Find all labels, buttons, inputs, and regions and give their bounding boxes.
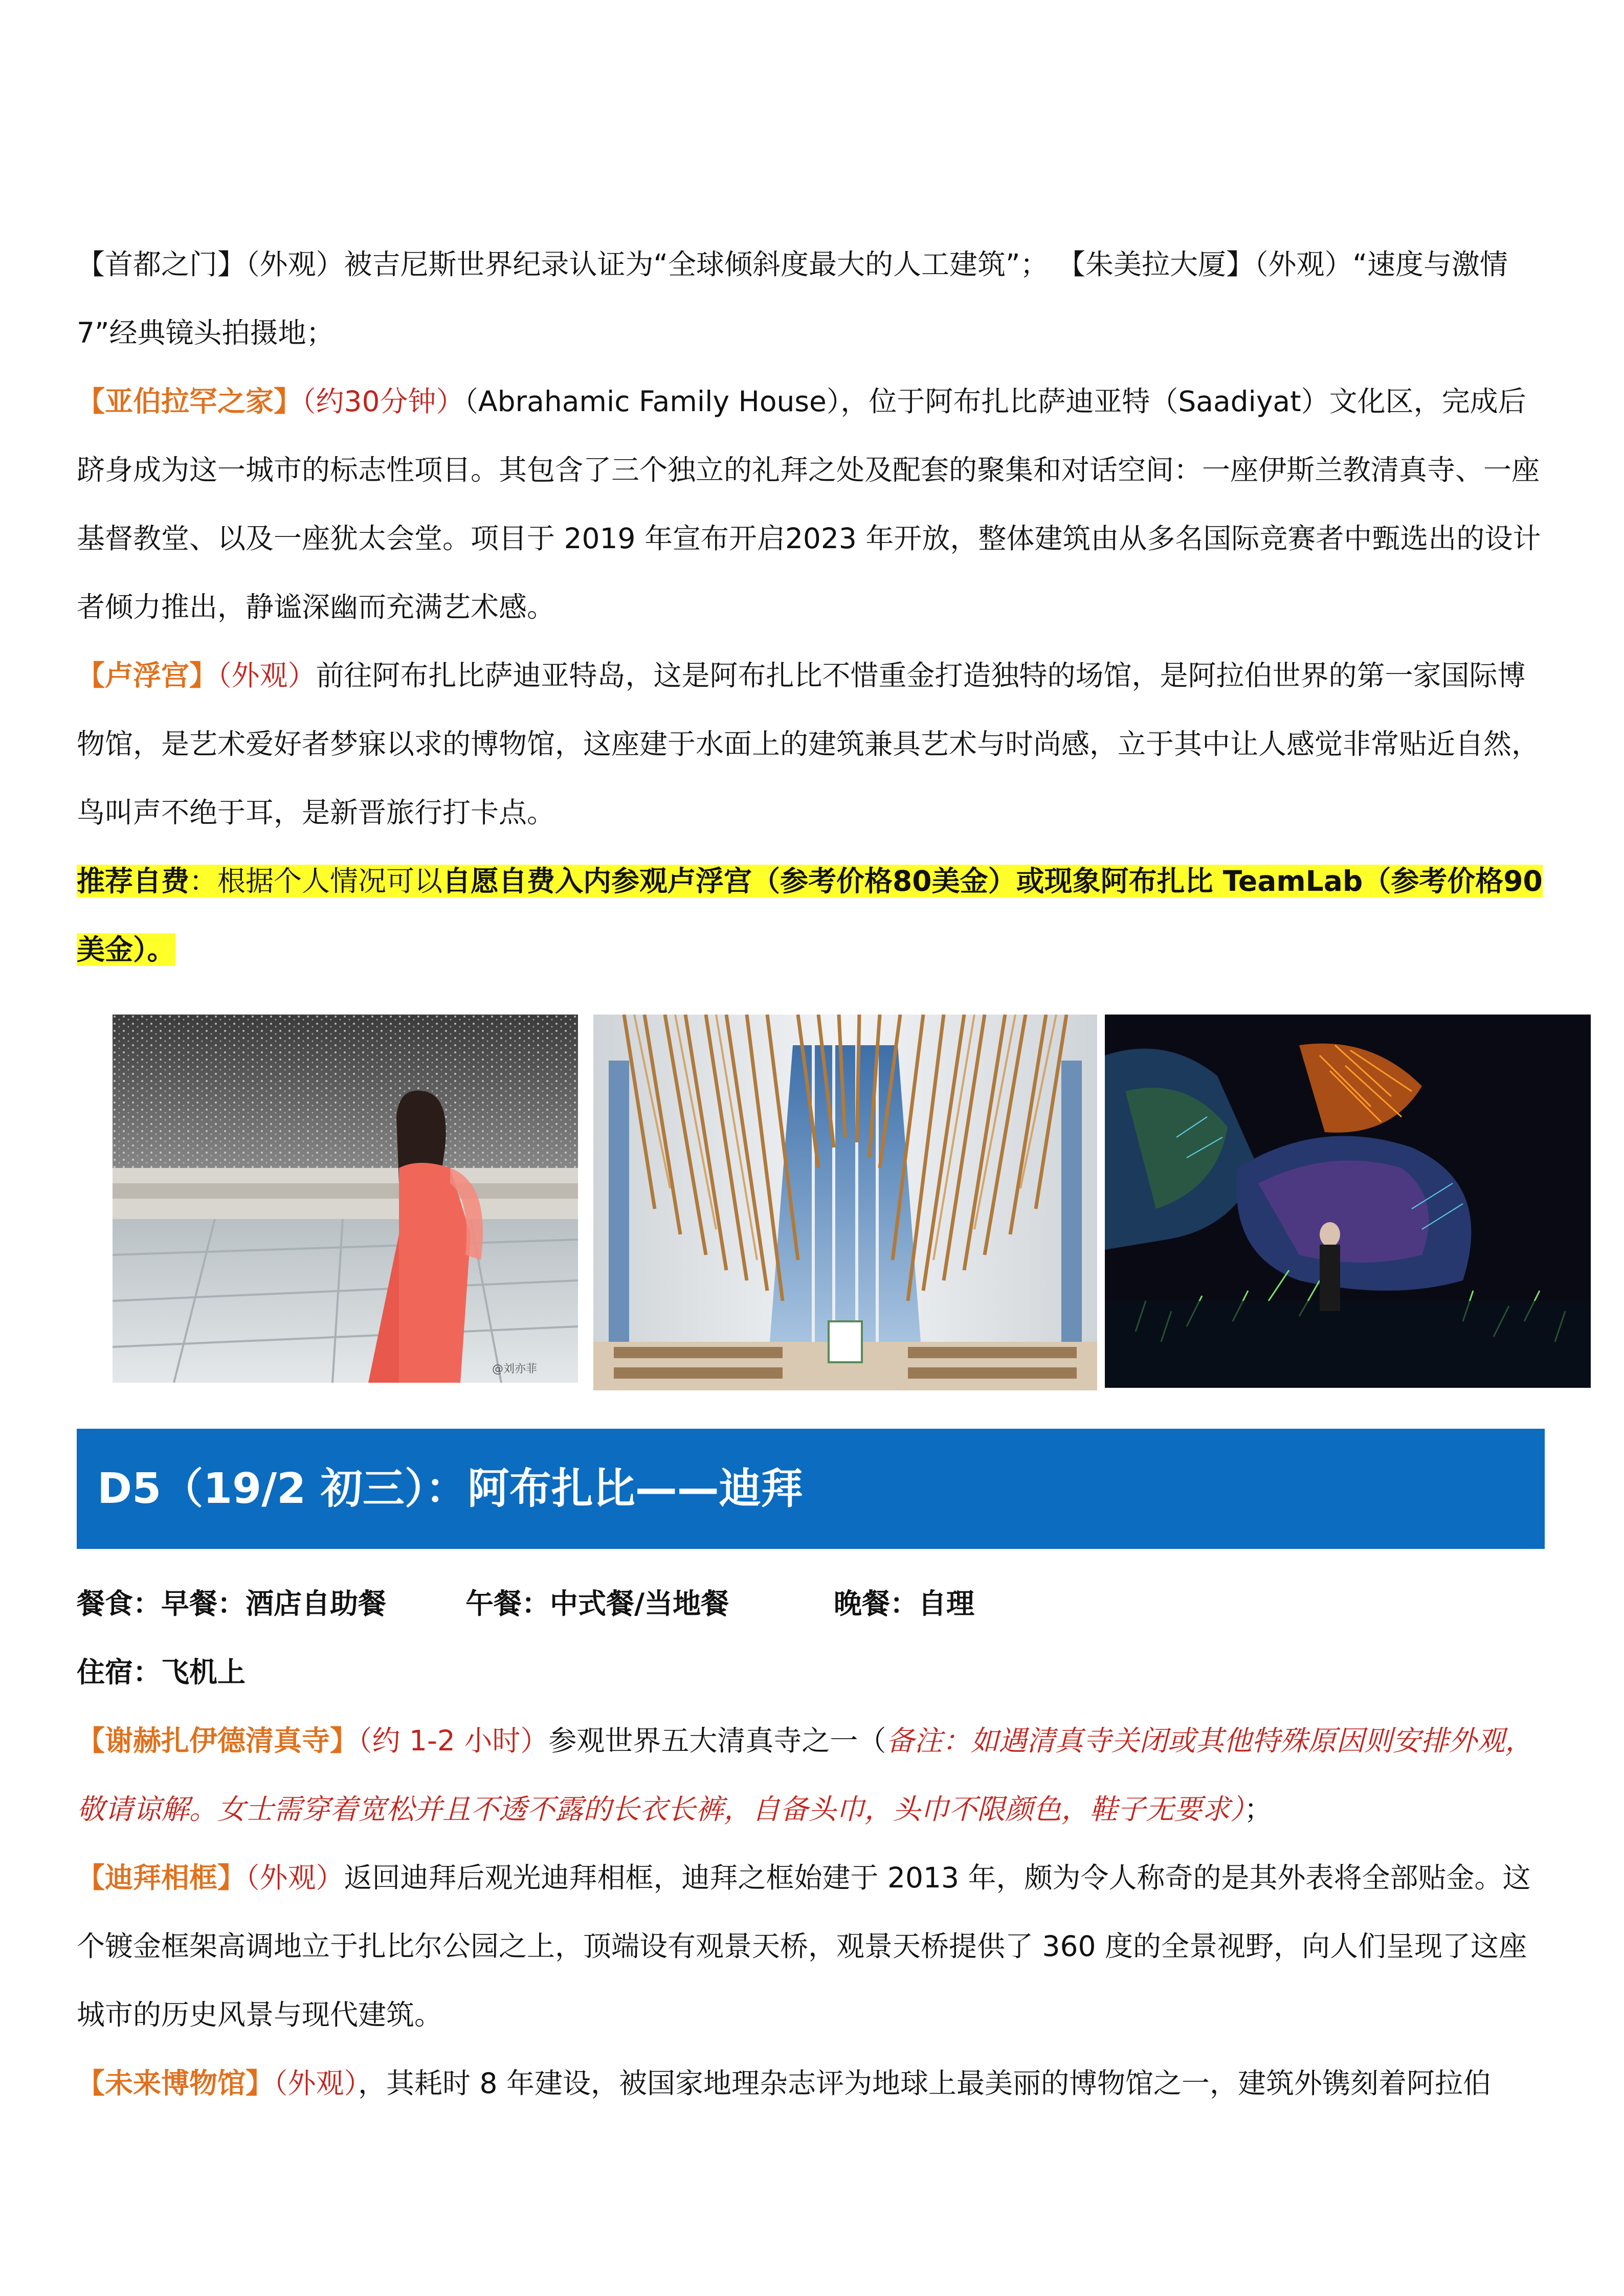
- optional-expense-mid: ：根据个人情况可以: [189, 865, 443, 897]
- day-title: D5（19/2 初三）：阿布扎比——迪拜: [97, 1464, 803, 1513]
- paragraph-louvre: [77, 641, 1545, 847]
- watermark-text: @刘亦菲: [492, 1363, 537, 1376]
- paragraph-abrahamic-house: [77, 367, 1545, 641]
- dubai-frame-name: 【迪拜相框】: [77, 1861, 246, 1894]
- capital-gate-desc: （外观）被吉尼斯世界纪录认证为“全球倾斜度最大的人工建筑”；: [246, 248, 1049, 281]
- optional-expense-detail: 自愿自费入内参观卢浮宫（参考价格80美金）或现象阿布扎比 TeamLab（参考价格90美金）。: [77, 865, 1543, 966]
- document-body: [77, 230, 1545, 2118]
- capital-gate-name: 【首都之门】: [77, 248, 246, 281]
- museum-future-tag: （外观）: [274, 2067, 359, 2100]
- museum-future-desc: ，其耗时 8 年建设，被国家地理杂志评为地球上最美丽的博物馆之一，建筑外镌刻着阿拉伯: [358, 2067, 1491, 2100]
- paragraph-optional-expense: [77, 847, 1545, 984]
- mosque-desc: 参观世界五大清真寺之一（: [548, 1724, 886, 1757]
- paragraph-dubai-frame: [77, 1843, 1545, 2049]
- dubai-frame-desc: 返回迪拜后观光迪拜相框，迪拜之框始建于 2013 年，颇为令人称奇的是其外表将全部贴金。这个镀金框架高调地立于扎比尔公园之上，顶端设有观景天桥，观景天桥提供了 360 度的全景视野，向人们呈现了这座城市的历史风景与现代建筑。: [77, 1861, 1531, 2031]
- jumeirah-tower-name: 【朱美拉大厦】: [1057, 248, 1255, 281]
- lodging-line: 住宿：飞机上: [77, 1656, 246, 1689]
- abrahamic-house-duration: （约30分钟）: [302, 385, 464, 418]
- mosque-end: ；: [1244, 1793, 1273, 1826]
- teamlab-photo: [1105, 1015, 1591, 1388]
- louvre-desc: 前往阿布扎比萨迪亚特岛，这是阿布扎比不惜重金打造独特的场馆，是阿拉伯世界的第一家国际博物馆，是艺术爱好者梦寐以求的博物馆，这座建于水面上的建筑兼具艺术与时尚感，立于其中让人感觉非常贴近自然，鸟叫声不绝于耳，是新晋旅行打卡点。: [77, 659, 1540, 829]
- louvre-photo: [113, 1015, 578, 1383]
- photo-strip: [77, 1015, 1545, 1393]
- abrahamic-house-desc: （Abrahamic Family House），位于阿布扎比萨迪亚特（Saadiyat）文化区，完成后跻身成为这一城市的标志性项目。其包含了三个独立的礼拜之处及配套的聚集和对话空间：一座伊斯兰教清真寺、一座基督教堂、以及一座犹太会堂。项目于 2019 年宣布开启2023 年开放，整体建筑由从多名国际竞赛者中甄选出的设计者倾力推出，静谧深幽而充满艺术感。: [77, 385, 1541, 623]
- day-banner: [77, 1429, 1545, 1549]
- paragraph-museum-of-future: [77, 2049, 1545, 2118]
- mosque-name: 【谢赫扎伊德清真寺】: [77, 1724, 359, 1757]
- church-interior-photo: [593, 1015, 1097, 1390]
- mosque-duration: （约 1-2 小时）: [358, 1724, 549, 1757]
- paragraph-sheikh-zayed-mosque: [77, 1706, 1545, 1843]
- mosque-note: 备注：如遇清真寺关闭或其他特殊原因则安排外观，敬请谅解。女士需穿着宽松并且不透不露的长衣长裤，自备头巾，头巾不限颜色，鞋子无要求）: [77, 1724, 1533, 1826]
- meal-lunch: 午餐：中式餐/当地餐: [465, 1587, 729, 1620]
- abrahamic-house-name: 【亚伯拉罕之家】: [77, 385, 302, 418]
- paragraph-capital-gate: [77, 230, 1545, 367]
- museum-future-name: 【未来博物馆】: [77, 2067, 274, 2100]
- louvre-name: 【卢浮宫】: [77, 659, 218, 692]
- optional-expense-label: 推荐自费: [77, 865, 190, 897]
- louvre-tag: （外观）: [217, 659, 316, 692]
- jumeirah-tower-desc: （外观）“速度与激情 7”经典镜头拍摄地；: [77, 248, 1508, 349]
- meals-line: [77, 1569, 1545, 1638]
- meal-dinner: 晚餐：自理: [834, 1587, 975, 1620]
- meal-breakfast: 餐食：早餐：酒店自助餐: [77, 1587, 387, 1620]
- dubai-frame-tag: （外观）: [246, 1861, 344, 1894]
